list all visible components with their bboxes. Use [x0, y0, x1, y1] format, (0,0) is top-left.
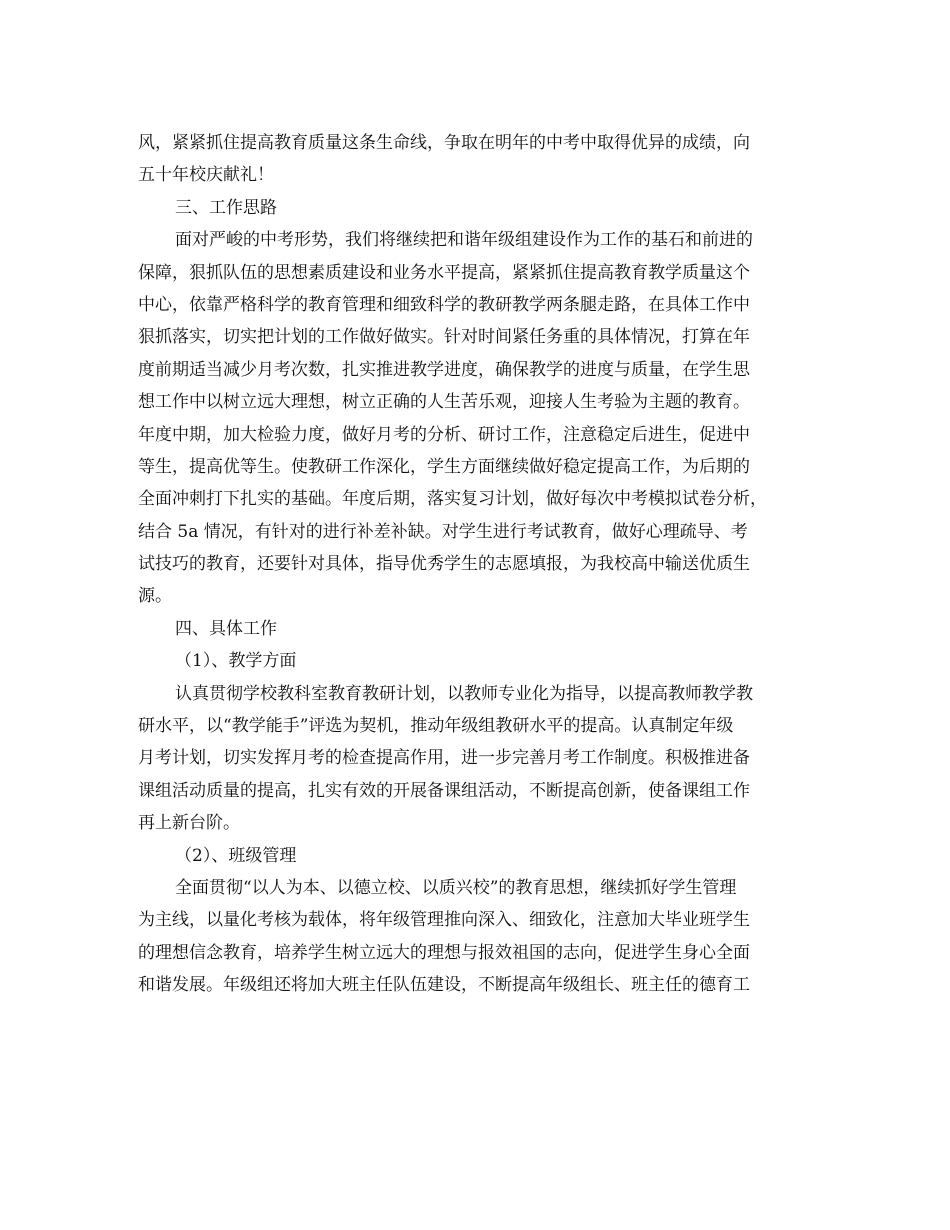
text-line: 再上新台阶。: [138, 813, 240, 834]
text-line: 月考计划，切实发挥月考的检查提高作用，进一步完善月考工作制度。积极推进备: [138, 748, 750, 769]
text-line: 保障，狠抓队伍的思想素质建设和业务水平提高，紧紧抓住提高教育教学质量这个: [138, 262, 750, 283]
text-line: 的理想信念教育，培养学生树立远大的理想与报效祖国的志向，促进学生身心全面: [138, 942, 750, 963]
text-line: 五十年校庆献礼！: [138, 165, 274, 186]
text-line: 等生，提高优等生。使教研工作深化，学生方面继续做好稳定提高工作，为后期的: [138, 456, 750, 477]
text-line: 课组活动质量的提高，扎实有效的开展备课组活动，不断提高创新，使备课组工作: [138, 780, 750, 801]
text-line: 面对严峻的中考形势，我们将继续把和谐年级组建设作为工作的基石和前进的: [175, 230, 753, 251]
section-heading: 四、具体工作: [175, 618, 277, 639]
text-line: 度前期适当减少月考次数，扎实推进教学进度，确保教学的进度与质量，在学生思: [138, 359, 750, 380]
text-line: 结合 5a 情况，有针对的进行补差补缺。对学生进行考试教育，做好心理疏导、考: [138, 521, 748, 542]
document-body: [138, 127, 818, 1002]
text-line: 试技巧的教育，还要针对具体，指导优秀学生的志愿填报，为我校高中输送优质生: [138, 554, 750, 575]
text-line: 研水平，以“教学能手”评选为契机，推动年级组教研水平的提高。认真制定年级: [138, 716, 734, 737]
text-line: 中心，依靠严格科学的教育管理和细致科学的教研教学两条腿走路，在具体工作中: [138, 294, 750, 315]
text-line: 年度中期，加大检验力度，做好月考的分析、研讨工作，注意稳定后进生，促进中: [138, 424, 750, 445]
text-line: 为主线，以量化考核为载体，将年级管理推向深入、细致化，注意加大毕业班学生: [138, 910, 750, 931]
text-line: 和谐发展。年级组还将加大班主任队伍建设，不断提高年级组长、班主任的德育工: [138, 975, 750, 996]
subsection-heading: （2）、班级管理: [175, 845, 297, 866]
section-heading: 三、工作思路: [175, 197, 277, 218]
text-line: 狠抓落实，切实把计划的工作做好做实。针对时间紧任务重的具体情况，打算在年: [138, 327, 750, 348]
text-line: 风，紧紧抓住提高教育质量这条生命线，争取在明年的中考中取得优异的成绩，向: [138, 133, 750, 153]
text-line: 认真贯彻学校教科室教育教研计划，以教师专业化为指导，以提高教师教学教: [175, 683, 753, 704]
text-line: 源。: [138, 586, 172, 607]
text-line: 想工作中以树立远大理想，树立正确的人生苦乐观，迎接人生考验为主题的教育。: [138, 392, 750, 413]
text-line: 全面冲刺打下扎实的基础。年度后期，落实复习计划，做好每次中考模拟试卷分析，: [138, 489, 767, 510]
text-line: 全面贯彻“以人为本、以德立校、以质兴校”的教育思想，继续抓好学生管理: [175, 877, 737, 898]
subsection-heading: （1）、教学方面: [175, 651, 297, 672]
